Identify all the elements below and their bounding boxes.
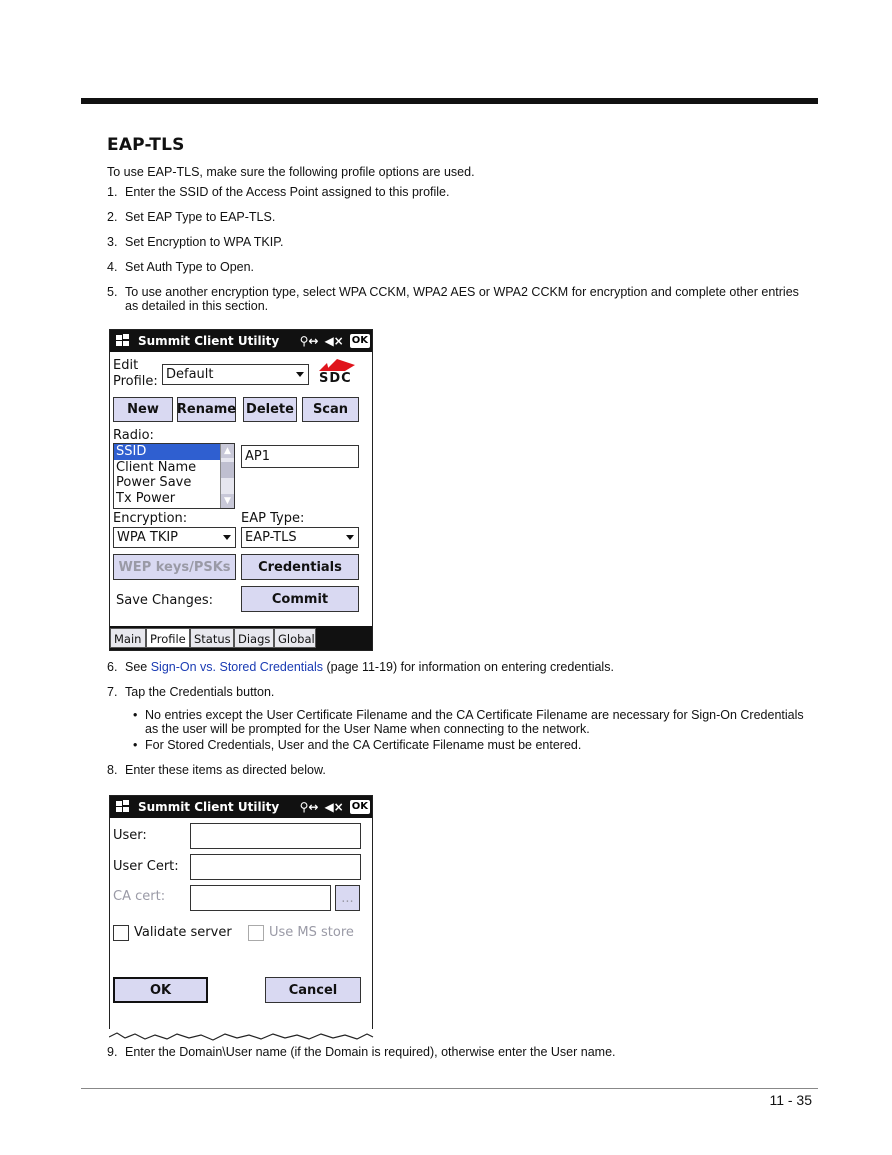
- eap-type-select[interactable]: [241, 527, 359, 548]
- eap-type-label: EAP Type:: [241, 511, 305, 526]
- ok-title-button[interactable]: OK: [351, 335, 368, 346]
- list-item[interactable]: SSID: [114, 444, 234, 460]
- list-item[interactable]: Tx Power: [116, 490, 176, 506]
- window-title: Summit Client Utility: [138, 800, 280, 814]
- scroll-down-icon[interactable]: ▼: [221, 494, 234, 508]
- step-8: [107, 763, 807, 777]
- ok-button[interactable]: OK: [113, 977, 208, 1003]
- profile-screenshot: [109, 329, 373, 651]
- tab-bar: [110, 626, 372, 650]
- tab-profile[interactable]: Profile: [146, 628, 190, 648]
- bullet-icon: •: [133, 738, 138, 752]
- step-number: 6.: [107, 660, 118, 674]
- user-input[interactable]: [190, 823, 361, 849]
- step-7: [107, 685, 807, 699]
- title-bar: [110, 796, 372, 818]
- credentials-screenshot: [109, 795, 373, 1037]
- connectivity-icon[interactable]: ⚲↔: [299, 334, 319, 348]
- wep-keys-button[interactable]: WEP keys/PSKs: [113, 554, 236, 580]
- step-text-pre: See: [125, 660, 151, 674]
- sign-on-credentials-link[interactable]: Sign-On vs. Stored Credentials: [150, 660, 324, 674]
- ssid-value: AP1: [245, 449, 271, 464]
- list-item: [133, 708, 807, 736]
- use-ms-store-label: Use MS store: [269, 925, 354, 940]
- step-text: Tap the Credentials button.: [125, 685, 275, 699]
- encryption-label: Encryption:: [113, 511, 188, 526]
- list-item[interactable]: Power Save: [116, 475, 192, 490]
- section-heading: EAP-TLS: [107, 135, 185, 155]
- ok-title-button[interactable]: OK: [351, 801, 368, 812]
- radio-label: Radio:: [113, 428, 154, 443]
- scan-button[interactable]: Scan: [302, 397, 359, 422]
- step-number: 1.: [107, 185, 118, 199]
- window-title: Summit Client Utility: [138, 334, 280, 348]
- ca-cert-input[interactable]: [190, 885, 331, 911]
- validate-server-label: Validate server: [134, 925, 232, 940]
- step-3: [107, 235, 807, 249]
- step-number: 5.: [107, 285, 118, 299]
- step-number: 9.: [107, 1045, 118, 1059]
- browse-button[interactable]: ...: [335, 885, 360, 911]
- sdc-logo: [315, 357, 361, 385]
- radio-listbox[interactable]: [113, 443, 235, 509]
- step-2: [107, 210, 807, 224]
- tab-main[interactable]: Main: [110, 628, 146, 648]
- profile-select-value: Default: [166, 367, 214, 382]
- title-bar: [110, 330, 372, 352]
- use-ms-store-checkbox[interactable]: [248, 925, 264, 941]
- document-body: [107, 135, 807, 324]
- cancel-button[interactable]: Cancel: [265, 977, 361, 1003]
- user-cert-label: User Cert:: [113, 859, 179, 874]
- credentials-bullets: [107, 708, 807, 752]
- step-text: Enter these items as directed below.: [125, 763, 326, 777]
- intro-text: To use EAP-TLS, make sure the following profile options are used.: [107, 165, 475, 179]
- tab-status[interactable]: Status: [190, 628, 234, 648]
- torn-edge: [109, 1029, 375, 1045]
- document-body-final: [107, 1045, 807, 1070]
- step-text: Enter the Domain\User name (if the Domain is required), otherwise enter the User name.: [125, 1045, 616, 1059]
- step-number: 3.: [107, 235, 118, 249]
- validate-server-checkbox[interactable]: [113, 925, 129, 941]
- listbox-scrollbar[interactable]: [220, 444, 234, 508]
- step-1: [107, 185, 807, 199]
- ca-cert-label: CA cert:: [113, 889, 166, 904]
- step-number: 2.: [107, 210, 118, 224]
- logo-text: SDC: [319, 371, 352, 386]
- page-number: 11 - 35: [769, 1092, 812, 1108]
- encryption-value: WPA TKIP: [117, 530, 179, 545]
- tab-diags[interactable]: Diags: [234, 628, 274, 648]
- footer-rule: [81, 1088, 818, 1089]
- step-text: To use another encryption type, select WPA CCKM, WPA2 AES or WPA2 CCKM for encryption and complete other entries as detailed in this section.: [125, 285, 799, 313]
- step-number: 7.: [107, 685, 118, 699]
- document-body-continued: [107, 660, 807, 788]
- profile-select[interactable]: [162, 364, 309, 385]
- list-item[interactable]: Client Name: [116, 459, 197, 475]
- speaker-muted-icon[interactable]: ◀×: [324, 334, 344, 348]
- windows-start-icon[interactable]: [114, 800, 130, 814]
- windows-start-icon[interactable]: [114, 334, 130, 348]
- step-text: Enter the SSID of the Access Point assigned to this profile.: [125, 185, 450, 199]
- header-rule: [81, 98, 818, 104]
- list-item: [133, 738, 807, 752]
- step-text: Set Auth Type to Open.: [125, 260, 255, 274]
- bullet-text: No entries except the User Certificate Filename and the CA Certificate Filename are necessary for Sign-On Credentials as the user will be prompted for the User Name when connecting to the network.: [145, 708, 804, 736]
- chevron-down-icon: [223, 535, 231, 540]
- step-6: [107, 660, 807, 674]
- step-text-post: (page 11-19) for information on entering credentials.: [323, 660, 614, 674]
- commit-button[interactable]: Commit: [241, 586, 359, 612]
- chevron-down-icon: [346, 535, 354, 540]
- ssid-input[interactable]: [241, 445, 359, 468]
- step-9: [107, 1045, 807, 1059]
- step-5: [107, 285, 807, 313]
- delete-button[interactable]: Delete: [243, 397, 297, 422]
- step-text: Set Encryption to WPA TKIP.: [125, 235, 284, 249]
- tab-global[interactable]: Global: [274, 628, 316, 648]
- step-4: [107, 260, 807, 274]
- scroll-up-icon[interactable]: ▲: [221, 444, 234, 458]
- speaker-muted-icon[interactable]: ◀×: [324, 800, 344, 814]
- new-button[interactable]: New: [113, 397, 173, 422]
- user-label: User:: [113, 828, 147, 843]
- step-text: Set EAP Type to EAP-TLS.: [125, 210, 276, 224]
- save-changes-label: Save Changes:: [116, 593, 213, 608]
- edit-profile-label-line2: Profile:: [113, 374, 158, 389]
- credentials-button[interactable]: Credentials: [241, 554, 359, 580]
- connectivity-icon[interactable]: ⚲↔: [299, 800, 319, 814]
- user-cert-input[interactable]: [190, 854, 361, 880]
- rename-button[interactable]: Rename: [177, 397, 236, 422]
- encryption-select[interactable]: [113, 527, 236, 548]
- bullet-text: For Stored Credentials, User and the CA Certificate Filename must be entered.: [145, 738, 582, 752]
- scroll-thumb[interactable]: [221, 462, 234, 478]
- chevron-down-icon: [296, 372, 304, 377]
- edit-profile-label-line1: Edit: [113, 358, 139, 373]
- eap-type-value: EAP-TLS: [245, 530, 297, 545]
- step-number: 4.: [107, 260, 118, 274]
- bullet-icon: •: [133, 708, 138, 722]
- step-number: 8.: [107, 763, 118, 777]
